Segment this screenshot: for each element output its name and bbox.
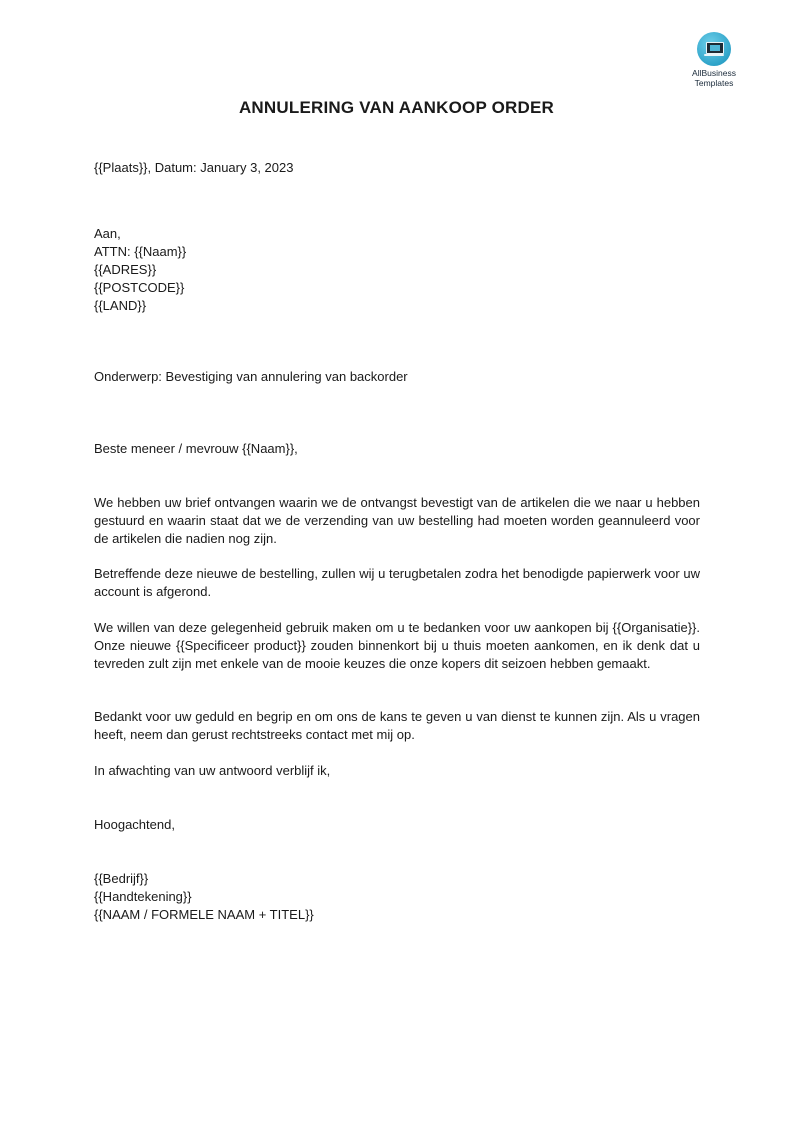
logo-text xyxy=(682,68,746,88)
recipient-to: Aan, xyxy=(94,226,121,241)
recipient-country: {{LAND}} xyxy=(94,298,147,313)
signature-sign: {{Handtekening}} xyxy=(94,889,192,904)
body-paragraph-2: Betreffende deze nieuwe de bestelling, zullen wij u terugbetalen zodra het benodigde papierwerk voor uw account is afgerond. xyxy=(94,566,700,599)
body-paragraph-5: In afwachting van uw antwoord verblijf ik, xyxy=(94,763,331,778)
document-title: ANNULERING VAN AANKOOP ORDER xyxy=(238,98,555,117)
logo-line-2: Templates xyxy=(694,78,734,88)
recipient-address: {{ADRES}} xyxy=(94,262,157,277)
signature-company: {{Bedrijf}} xyxy=(94,871,149,886)
allbusiness-templates-logo xyxy=(682,32,746,88)
laptop-icon xyxy=(697,32,731,66)
recipient-attn: ATTN: {{Naam}} xyxy=(94,244,187,259)
body-paragraph-4: Bedankt voor uw geduld en begrip en om ons de kans te geven u van dienst te kunnen zijn. Als u vragen heeft, neem dan gerust rechtstreeks contact met mij op. xyxy=(94,709,700,742)
recipient-postcode: {{POSTCODE}} xyxy=(94,280,185,295)
body-paragraph-1: We hebben uw brief ontvangen waarin we de ontvangst bevestigt van de artikelen die we naar u hebben gestuurd en waarin staat dat we de verzending van uw bestelling had moeten worden geannuleerd voor de artikelen die nadien nog zijn. xyxy=(94,495,700,546)
signature-name: {{NAAM / FORMELE NAAM + TITEL}} xyxy=(94,907,314,922)
body-paragraph-3: We willen van deze gelegenheid gebruik maken om u te bedanken voor uw aankopen bij {{Organisatie}}. Onze nieuwe {{Specificeer product}} zouden binnenkort bij u thuis moeten aankomen, en ik denk dat u tevreden zult zijn met enkele van de mooie keuzes die onze kopers dit seizoen hebben gemaakt. xyxy=(94,620,700,671)
place-date: {{Plaats}}, Datum: January 3, 2023 xyxy=(94,160,294,175)
salutation: Beste meneer / mevrouw {{Naam}}, xyxy=(94,441,298,456)
closing: Hoogachtend, xyxy=(94,817,175,832)
logo-line-1: AllBusiness xyxy=(692,68,736,78)
subject-line: Onderwerp: Bevestiging van annulering van backorder xyxy=(94,369,408,384)
